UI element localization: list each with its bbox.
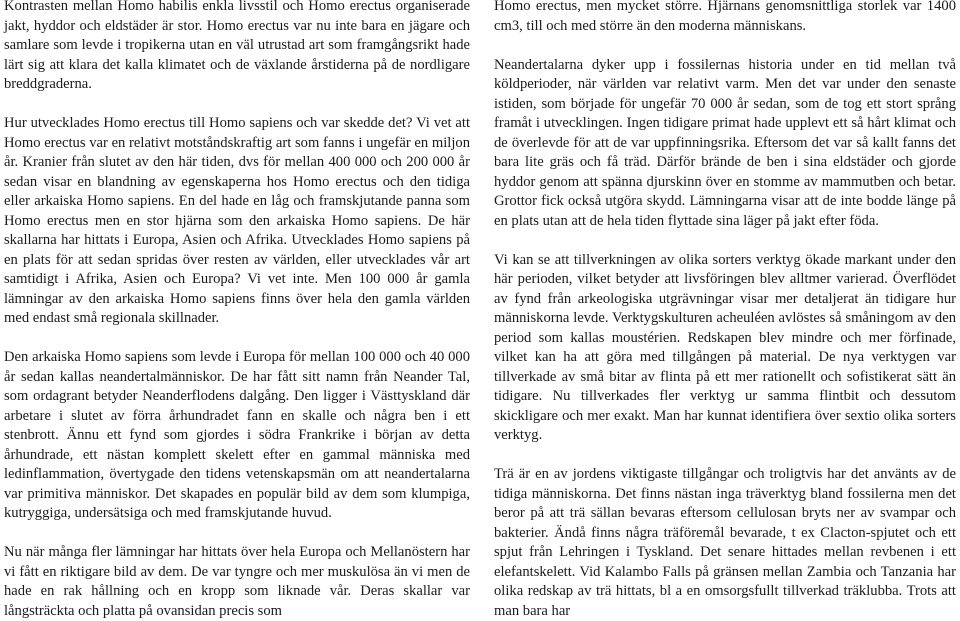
paragraph: Homo erectus, men mycket större. Hjärnans genomsnittliga storlek var 1400 cm3, till och med större än den moderna människans. (494, 0, 956, 34)
paragraph: Vi kan se att tillverkningen av olika sorters verktyg ökade markant under den här perioden, vilket betyder att livsföringen blev alltmer varierad. Överflödet av fynd från arkeologiska utgrävningar visar mer detaljerat än tidigare hur människorna levde. Verktygskulturen acheuléen avlöstes så småningom av den period som kallas moustérien. Redskapen blev mindre och mer förfinade, vilket kan ha att göra med tillgången på material. De nya verktygen var tillverkade av små bitar av flinta på ett mer rationellt och sofistikerat sätt än tidigare. Nu tillverkades fler verktyg ur samma flintbit och dessutom skickligare och mer exakt. Man har kunnat identifiera över sextio olika sorters verktyg. (494, 251, 956, 443)
right-text-column (494, 0, 956, 621)
paragraph: Neandertalarna dyker upp i fossilernas historia under en tid mellan två köldperioder, när världen var relativt varm. Men det var under den senaste istiden, som började för ungefär 70 000 år sedan, som de tog ett stort språng framåt i utvecklingen. Ingen tidigare primat hade upplevt ett så hårt klimat och de överlevde för att de var uppfinningsrika. Eftersom det var så kallt fanns det bara lite gräs och få träd. Därför brände de ben i sina eldstäder och gjorde hyddor genom att spänna djurskinn över en stomme av mammutben och betar. Grottor fick också utgöra skydd. Lämningarna visar att de inte bodde länge på en plats utan att de hela tiden flyttade sina läger på jakt efter föda. (494, 56, 956, 229)
paragraph: Nu när många fler lämningar har hittats över hela Europa och Mellanöstern har vi fått en riktigare bild av dem. De var tyngre och mer muskulösa än vi men de hade en rak hållning och en kropp som liknade vår. Deras skallar var långsträckta och platta på ovansidan precis som (4, 544, 470, 619)
paragraph: Hur utvecklades Homo erectus till Homo sapiens och var skedde det? Vi vet att Homo erectus var en relativt motståndskraftig art som fanns i ungefär en miljon år. Kranier från slutet av den här tiden, dvs för mellan 400 000 och 200 000 år sedan visar en blandning av egenskaperna hos Homo erectus och den tidiga eller arkaiska Homo sapiens. En del hade en låg och framskjutande panna som Homo erectus men en stor hjärna som den arkaiska Homo sapiens. De här skallarna har hittats i Europa, Asien och Afrika. Utvecklades Homo sapiens på en plats för att sedan spridas över resten av världen, eller utvecklades vår art samtidigt i Afrika, Asien och Europa? Vi vet inte. Men 100 000 år gamla lämningar av den arkaiska Homo sapiens finns över hela den gamla världen med endast små regionala skillnader. (4, 115, 470, 326)
paragraph: Trä är en av jordens viktigaste tillgångar och troligtvis har det använts av de tidiga människorna. Det finns nästan inga träverktyg bland fossilerna men det beror på att trä sällan bevaras eftersom cellulosan bryts ner av svampar och bakterier. Ändå finns några träföremål bevarade, t ex Clacton-spjutet och ett spjut från Lehringen i Tyskland. Det senare hittades mellan revbenen i ett elefantskelett. Vid Kalambo Falls på gränsen mellan Zambia och Tanzania har olika redskap av trä hittats, bl a en omsorgsfullt tillverkad träklubba. Trots att man bara har (494, 466, 956, 619)
paragraph: Kontrasten mellan Homo habilis enkla livsstil och Homo erectus organiserade jakt, hyddor och eldstäder är stor. Homo erectus var nu inte bara en jägare och samlare som levde i tropikerna utan en väl utrustad art som framgångsrikt hade lärt sig att klara det kalla klimatet och de växlande årstiderna på de nordligare breddgraderna. (4, 0, 470, 92)
paragraph: Den arkaiska Homo sapiens som levde i Europa för mellan 100 000 och 40 000 år sedan kallas neandertalmänniskor. De har fått sitt namn från Neander Tal, som ordagrant betyder Neanderflodens dalgång. Den ligger i Västtyskland där arbetare i slutet av förra århundradet fann en skalle och några ben i ett stenbrott. Ännu ett fynd som gjordes i södra Frankrike i början av detta århundrade, ett nästan komplett skelett efter en gammal människa med ledinflammation, övertygade den tidens vetenskapsmän om att neandertalarna var primitiva människor. Det skapades en populär bild av dem som klumpiga, kutryggiga, undersätsiga och med framskjutande huvud. (4, 349, 470, 521)
left-text-column (4, 0, 470, 621)
